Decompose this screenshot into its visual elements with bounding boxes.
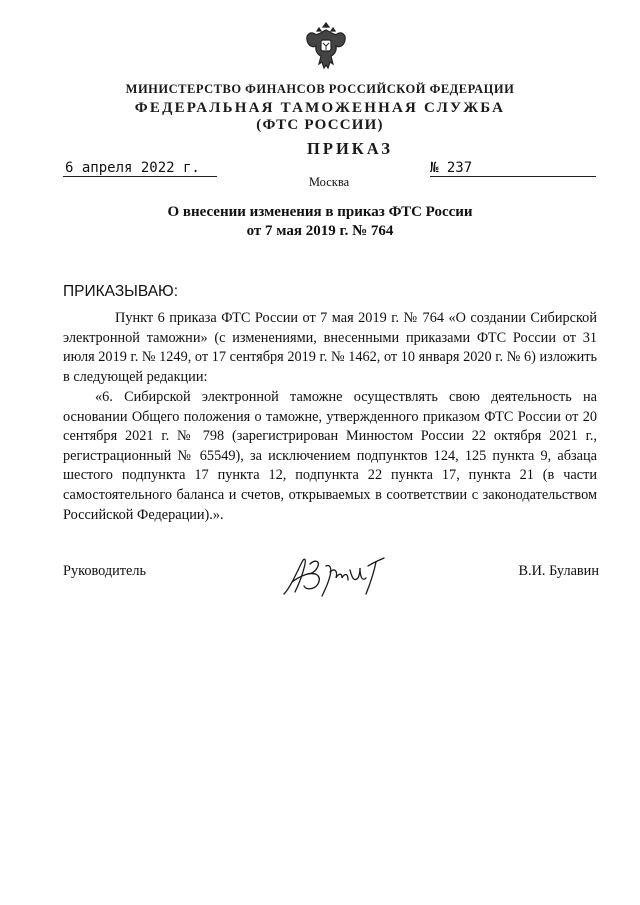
state-emblem-icon xyxy=(303,20,349,72)
body-paragraph-1: Пункт 6 приказа ФТС России от 7 мая 2019 г. № 764 «О создании Сибирской электронной таможни» (с изменениями, внесенными приказами ФТС России от 31 июля 2019 г. № 1249, от 17 сентября 2019 г. № 1462, от 10 января 2020 г. № 6) изложить в следующей редакции: xyxy=(63,310,597,385)
handwritten-signature-icon xyxy=(280,552,402,600)
subject-line-2: от 7 мая 2019 г. № 764 xyxy=(246,223,394,239)
service-short-title: (ФТС РОССИИ) xyxy=(256,117,384,133)
body-paragraph-2: «6. Сибирской электронной таможне осуществлять свою деятельность на основании Общего положения о таможне, утвержденного приказом ФТС России от 20 сентября 2021 г. № 798 (зарегистрирован Минюстом России 22 октября 2021 г., регистрационный № 65549), за исключением подпунктов 124, 125 пункта 9, абзаца шестого подпункта 17 пункта 12, подпункта 22 пункта 17, пункта 21 (в части самостоятельного баланса и счетов, открываемых в соответствии с законодательством Российской Федерации).». xyxy=(63,389,597,523)
ministry-title: МИНИСТЕРСТВО ФИНАНСОВ РОССИЙСКОЙ ФЕДЕРАЦИИ xyxy=(125,82,515,96)
document-type: ПРИКАЗ xyxy=(307,139,393,158)
signatory-role: Руководитель xyxy=(63,563,147,579)
order-date: 6 апреля 2022 г. xyxy=(63,160,217,177)
subject-line-1: О внесении изменения в приказ ФТС России xyxy=(167,204,473,220)
city: Москва xyxy=(308,175,350,189)
order-number: № 237 xyxy=(430,160,596,177)
signatory-name: В.И. Булавин xyxy=(518,563,599,579)
service-title: ФЕДЕРАЛЬНАЯ ТАМОЖЕННАЯ СЛУЖБА xyxy=(134,100,506,116)
order-word: ПРИКАЗЫВАЮ: xyxy=(63,283,179,300)
